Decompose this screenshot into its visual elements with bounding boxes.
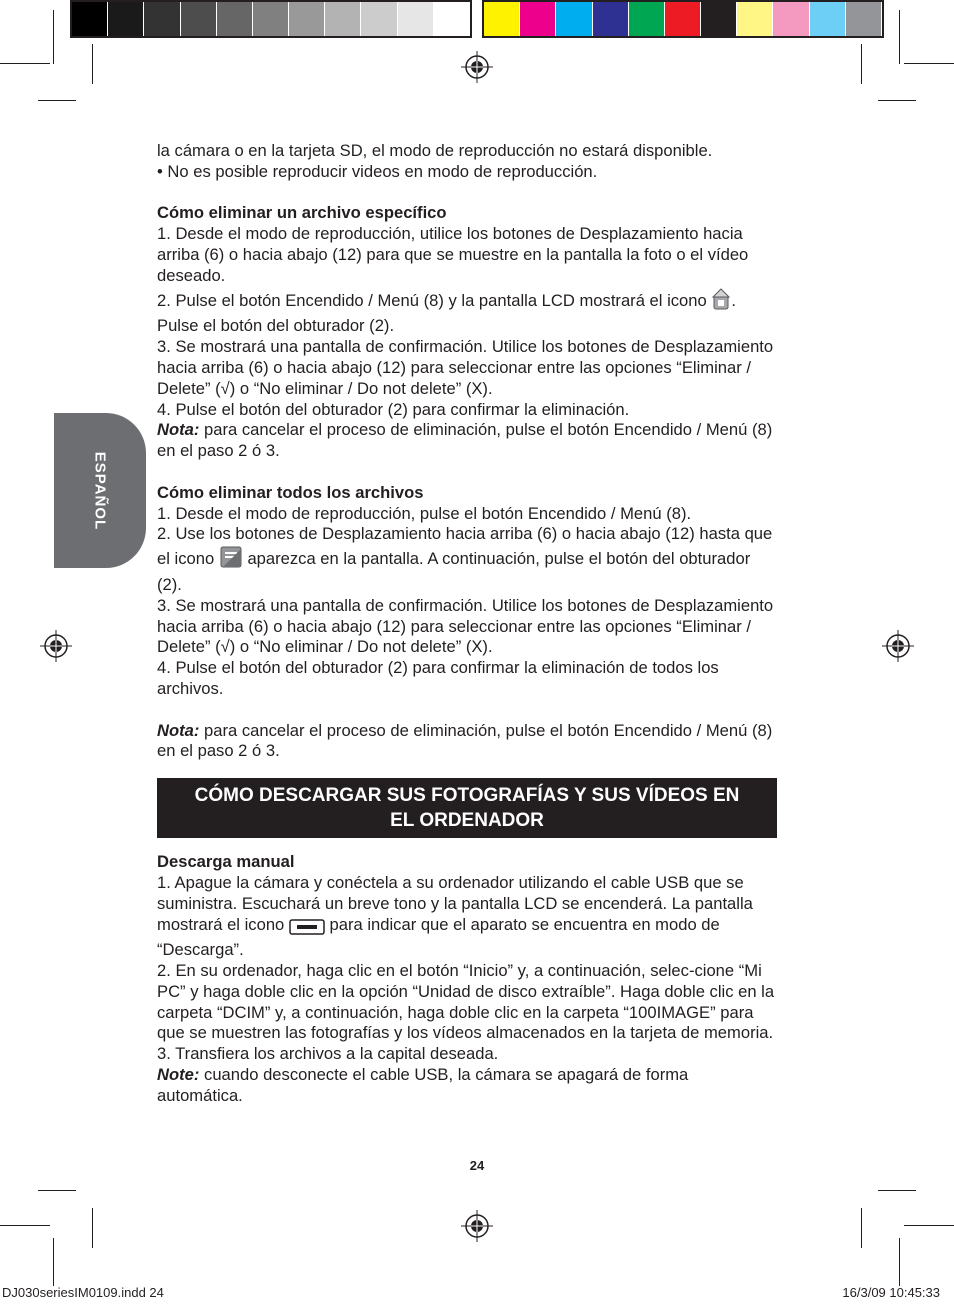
section-heading-delete-one: Cómo eliminar un archivo específico [157,203,447,223]
crop-mark [861,1208,862,1248]
crop-mark [904,1225,954,1226]
crop-mark [92,1208,93,1248]
registration-mark-icon [40,630,72,662]
delete-all-icon [219,545,243,575]
color-swatch [361,2,397,36]
color-swatch [556,2,592,36]
grayscale-color-bar [70,0,472,38]
delete-one-step-1: 1. Desde el modo de reproducción, utilice los botones de Desplazamiento hacia arriba (6) o hacia abajo (12) para que se muestre en la pantalla la foto o el vídeo deseado. [157,224,749,285]
delete-one-note: Nota: para cancelar el proceso de eliminación, pulse el botón Encendido / Menú (8) en el paso 2 ó 3. [157,420,773,461]
color-swatch [846,2,882,36]
registration-mark-icon [461,1210,493,1242]
crop-mark [904,63,954,64]
color-swatch [217,2,253,36]
banner-line-2: EL ORDENADOR [390,810,544,832]
registration-mark-icon [882,630,914,662]
color-swatch [629,2,665,36]
crop-mark [899,1238,900,1286]
crop-mark [0,63,50,64]
crop-mark [899,10,900,64]
download-note: Note: cuando desconecte el cable USB, la cámara se apagará de forma automática. [157,1065,689,1105]
color-swatch [701,2,737,36]
download-step-1: 1. Apague la cámara y conéctela a su ordenador utilizando el cable USB que se suministra. Escuchará un breve tono y la pantalla LCD se encenderá. La pantalla mostrará el icono para indicar que el aparato se encuentra en modo de “Descarga”. [157,872,753,960]
crop-mark [53,1238,54,1286]
process-color-bar [482,0,884,38]
crop-mark [92,44,93,84]
color-swatch [484,2,520,36]
crop-mark [53,10,54,64]
color-swatch [737,2,773,36]
delete-one-step-3: 3. Se mostrará una pantalla de confirmación. Utilice los botones de Desplazamiento hacia arriba (6) o hacia abajo (12) para seleccionar entre las opciones “Eliminar / Delete” (√) o “No eliminar / Do not delete” (X). [157,337,774,398]
section-heading-download: Descarga manual [157,852,295,872]
date-slug: 16/3/09 10:45:33 [842,1285,940,1300]
color-swatch [72,2,108,36]
crop-mark [0,1225,50,1226]
crop-mark [861,44,862,84]
language-tab [54,413,146,568]
section-heading-delete-all: Cómo eliminar todos los archivos [157,482,424,502]
delete-all-step-4: 4. Pulse el botón del obturador (2) para confirmar la eliminación de todos los archivos. [157,658,719,698]
color-swatch [593,2,629,36]
crop-mark [878,100,916,101]
language-tab-label: ESPAÑOL [91,451,109,530]
page-number: 24 [469,1158,485,1173]
color-swatch [810,2,846,36]
registration-mark-icon [461,51,493,83]
page-content [157,141,777,1107]
color-swatch [253,2,289,36]
delete-all-step-2: 2. Use los botones de Desplazamiento hacia arriba (6) o hacia abajo (12) hasta que el icono aparezca en la pantalla. A continuación, pulse el botón del obturador (2). [157,524,773,594]
file-slug: DJ030seriesIM0109.indd 24 [2,1285,164,1300]
delete-all-step-1: 1. Desde el modo de reproducción, pulse el botón Encendido / Menú (8). [157,503,692,523]
color-swatch [144,2,180,36]
color-swatch [434,2,470,36]
download-step-2: 2. En su ordenador, haga clic en el botón “Inicio” y, a continuación, selec-cione “Mi PC” y haga doble clic en la opción “Unidad de disco extraíble”. Haga doble clic en la carpeta “DCIM” y, a continuación, haga doble clic en la carpeta “100IMAGE” para que se muestren las fotografías y los vídeos almacenados en la tarjeta de memoria. [157,961,775,1043]
delete-all-step-3: 3. Se mostrará una pantalla de confirmación. Utilice los botones de Desplazamiento hacia arriba (6) o hacia abajo (12) para seleccionar entre las opciones “Eliminar / Delete” (√) o “No eliminar / Do not delete” (X). [157,595,774,657]
color-swatch [665,2,701,36]
color-swatch [520,2,556,36]
color-swatch [181,2,217,36]
color-swatch [398,2,434,36]
crop-mark [878,1190,916,1191]
delete-one-icon [711,287,731,317]
color-swatch [289,2,325,36]
download-step-3: 3. Transfiera los archivos a la capital deseada. [157,1044,499,1064]
color-swatch [773,2,809,36]
delete-all-note: Nota: para cancelar el proceso de eliminación, pulse el botón Encendido / Menú (8) en el paso 2 ó 3. [157,720,773,761]
delete-one-step-4: 4. Pulse el botón del obturador (2) para confirmar la eliminación. [157,399,630,419]
intro-line: la cámara o en la tarjeta SD, el modo de reproducción no estará disponible. [157,141,713,160]
banner-line-1: CÓMO DESCARGAR SUS FOTOGRAFÍAS Y SUS VÍDEOS EN [194,785,740,807]
usb-download-icon [289,919,325,941]
color-swatch [108,2,144,36]
color-swatch [325,2,361,36]
crop-mark [38,1190,76,1191]
section-banner [157,778,777,838]
delete-one-step-2: 2. Pulse el botón Encendido / Menú (8) y la pantalla LCD mostrará el icono . Pulse el botón del obturador (2). [157,287,777,338]
crop-mark [38,100,76,101]
intro-bullet: • No es posible reproducir videos en modo de reproducción. [157,161,598,181]
